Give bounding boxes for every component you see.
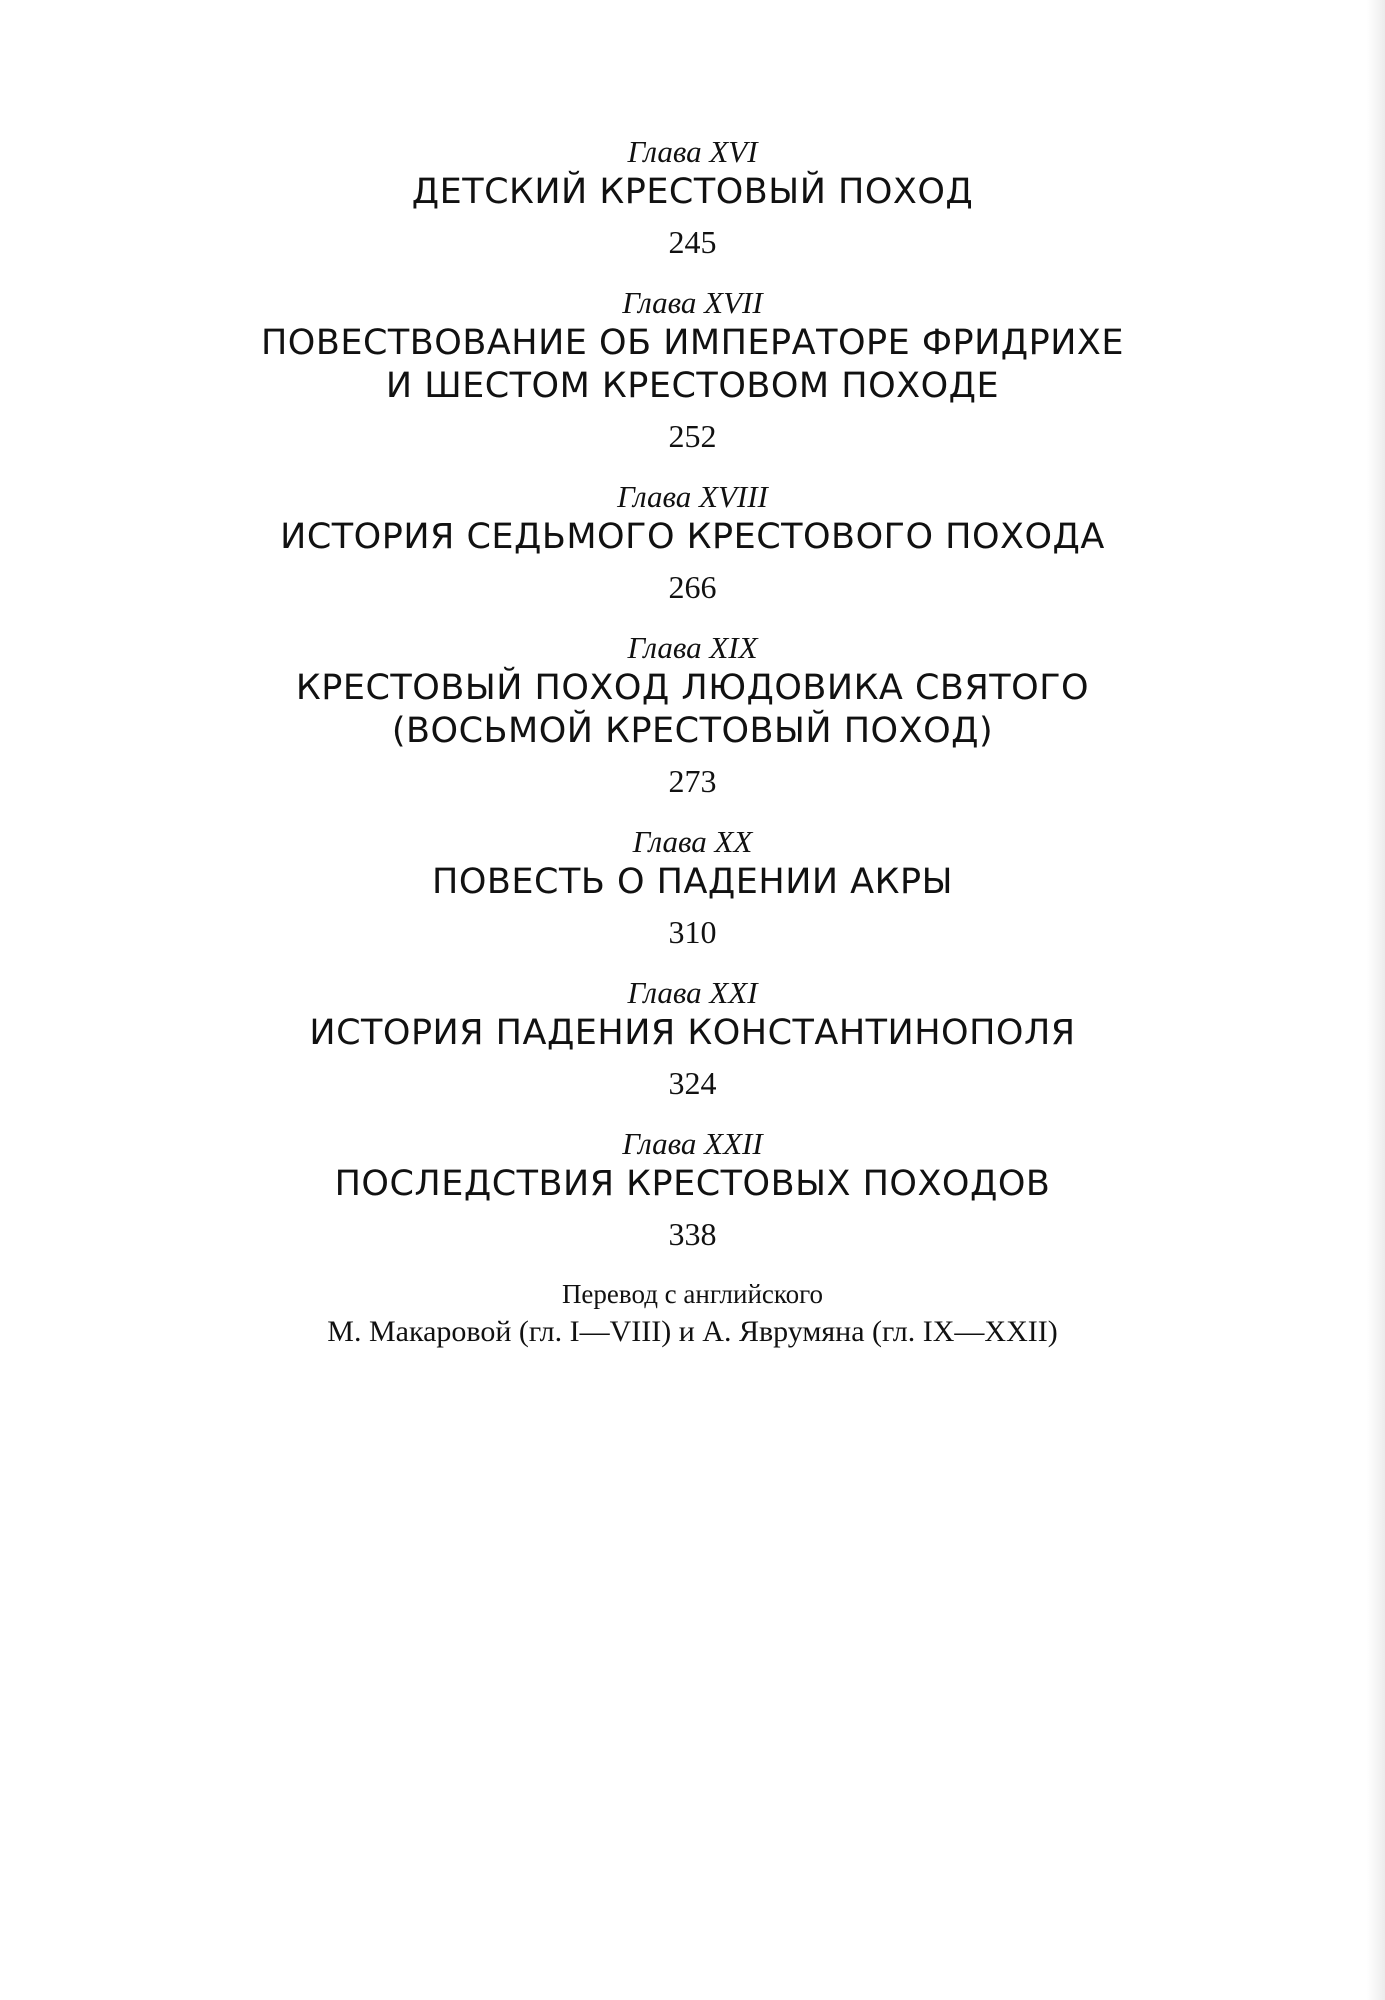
chapter-label: Глава XX — [632, 824, 753, 859]
chapter-page-number: 273 — [668, 763, 717, 799]
chapter-label: Глава XVII — [622, 285, 763, 320]
chapter-label: Глава XXI — [627, 975, 758, 1010]
toc-entry — [0, 133, 1385, 260]
chapter-label: Глава XXII — [622, 1126, 763, 1161]
chapter-page-number: 245 — [668, 224, 717, 260]
chapter-label: Глава XVIII — [617, 479, 768, 514]
toc-entry — [0, 1125, 1385, 1252]
toc-entry — [0, 478, 1385, 605]
chapter-page-number: 324 — [668, 1065, 717, 1101]
toc-entry — [0, 284, 1385, 454]
chapter-title: ИСТОРИЯ СЕДЬМОГО КРЕСТОВОГО ПОХОДА — [280, 517, 1105, 557]
chapter-title: ДЕТСКИЙ КРЕСТОВЫЙ ПОХОД — [411, 172, 974, 212]
credits-translators: М. Макаровой (гл. I—VIII) и А. Яврумяна (гл. IX—XXII) — [327, 1315, 1058, 1348]
toc-entry — [0, 823, 1385, 950]
chapter-title: ИСТОРИЯ ПАДЕНИЯ КОНСТАНТИНОПОЛЯ — [309, 1013, 1076, 1053]
chapter-title: ПОВЕСТЬ О ПАДЕНИИ АКРЫ — [432, 862, 953, 902]
chapter-title: ПОСЛЕДСТВИЯ КРЕСТОВЫХ ПОХОДОВ — [334, 1164, 1051, 1204]
toc-entry — [0, 629, 1385, 799]
chapter-page-number: 310 — [668, 914, 717, 950]
chapter-page-number: 266 — [668, 569, 717, 605]
chapter-title: ПОВЕСТВОВАНИЕ ОБ ИМПЕРАТОРЕ ФРИДРИХЕ И ШЕСТОМ КРЕСТОВОМ ПОХОДЕ — [260, 323, 1125, 406]
chapter-title: КРЕСТОВЫЙ ПОХОД ЛЮДОВИКА СВЯТОГО (ВОСЬМОЙ КРЕСТОВЫЙ ПОХОД) — [295, 668, 1090, 751]
chapter-label: Глава XIX — [627, 630, 758, 665]
chapter-page-number: 338 — [668, 1216, 717, 1252]
table-of-contents — [0, 133, 1385, 1352]
chapter-page-number: 252 — [668, 418, 717, 454]
translation-credits — [0, 1276, 1385, 1352]
chapter-label: Глава XVI — [627, 134, 758, 169]
credits-heading: Перевод с английского — [561, 1279, 824, 1309]
toc-entry — [0, 974, 1385, 1101]
